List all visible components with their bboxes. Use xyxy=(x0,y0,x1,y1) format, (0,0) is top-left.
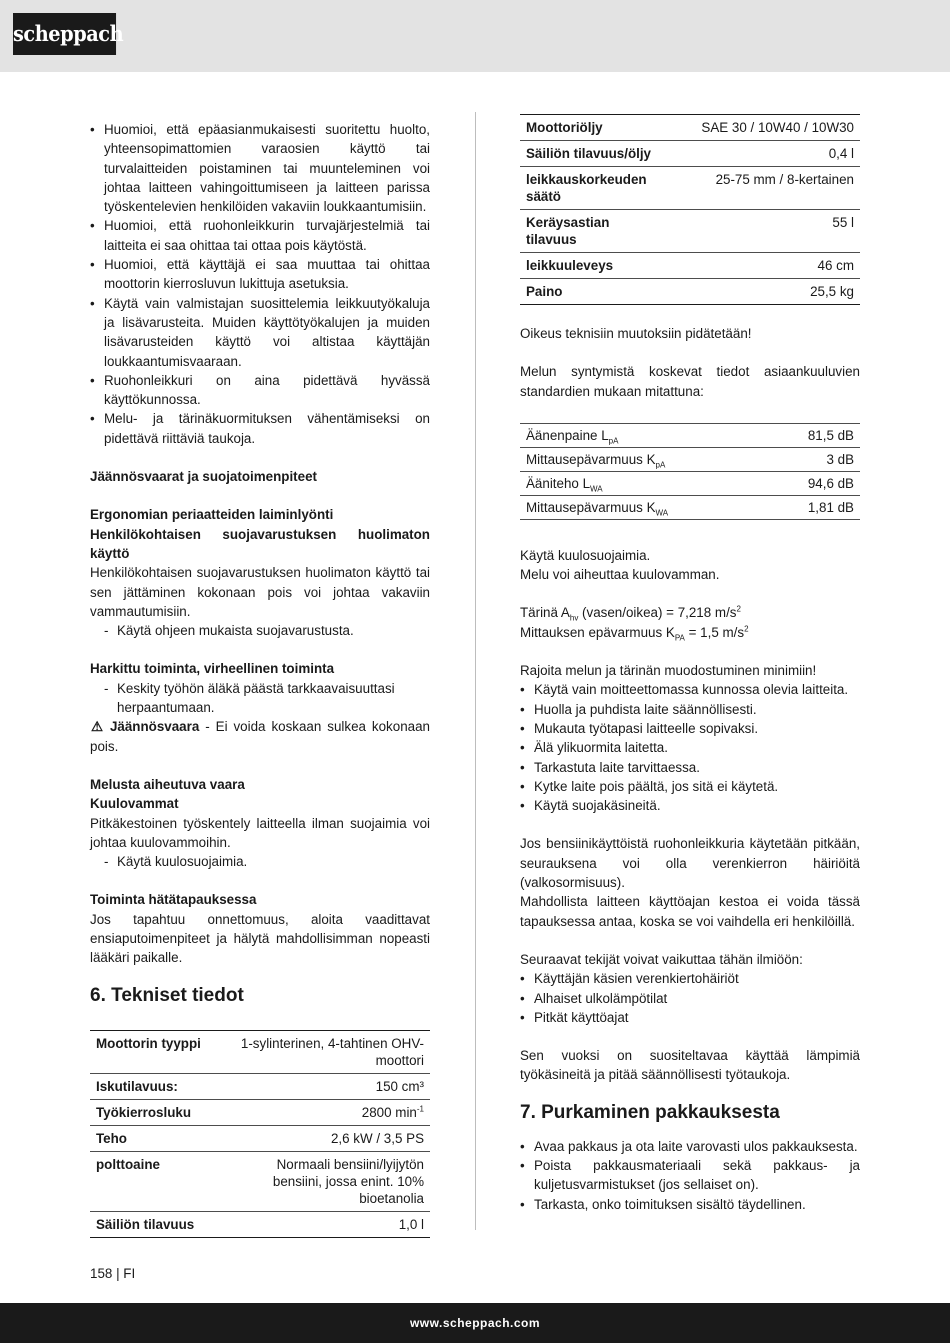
emergency-heading: Toiminta hätätapauksessa xyxy=(90,892,257,908)
list-item: - Käytä ohjeen mukaista suojavarustusta. xyxy=(90,621,430,640)
spec-value: SAE 30 / 10W40 / 10W30 xyxy=(663,115,860,141)
spec-value: 25-75 mm / 8-kertainen xyxy=(663,167,860,210)
factors-bullets xyxy=(520,969,860,1027)
vibration-value xyxy=(520,603,860,622)
table-row xyxy=(520,471,860,495)
right-column xyxy=(520,114,860,1214)
section-6-title: 6. Tekniset tiedot xyxy=(90,984,244,1006)
spec-key: Paino xyxy=(520,279,663,305)
table-row xyxy=(520,253,860,279)
list-item: - Keskity työhön äläkä päästä tarkkaavaisuuttasi herpaantumaan. xyxy=(90,679,430,718)
spec-value xyxy=(226,1099,430,1125)
unpack-bullets xyxy=(520,1137,860,1214)
spec-key: Säiliön tilavuus/öljy xyxy=(520,141,663,167)
vib-sup: 2 xyxy=(744,624,749,634)
list-item: • Tarkasta, onko toimituksen sisältö täydellinen. xyxy=(520,1195,860,1214)
noise-value: 3 dB xyxy=(767,447,860,471)
list-item: • Käytä suojakäsineitä. xyxy=(520,796,860,815)
table-row xyxy=(520,210,860,253)
ppe-text: Henkilökohtaisen suojavarustuksen huolimaton käyttö tai sen jättäminen kokonaan pois voi johtaa vakaviin vammautumisiin. xyxy=(90,565,430,619)
warning-label: Jäännösvaara xyxy=(109,719,200,735)
table-row xyxy=(520,115,860,141)
residual-warning xyxy=(90,717,430,756)
list-item: • Huolla ja puhdista laite säännöllisesti. xyxy=(520,700,860,719)
page-footer xyxy=(0,1303,950,1343)
vib-text: (vasen/oikea) = 7,218 m/s xyxy=(578,605,737,621)
noise-value: 81,5 dB xyxy=(767,423,860,447)
table-row xyxy=(90,1030,430,1073)
list-item: • Käytä vain moitteettomassa kunnossa olevia laitteita. xyxy=(520,680,860,699)
spec-key: Keräysastian tilavuus xyxy=(520,210,663,253)
limit-bullets xyxy=(520,680,860,815)
limit-text: Rajoita melun ja tärinän muodostuminen minimiin! xyxy=(520,663,817,679)
table-row xyxy=(90,1151,430,1211)
vib-sub: hv xyxy=(569,614,579,624)
list-item: • Pitkät käyttöajat xyxy=(520,1008,860,1027)
spec-key: leikkauskorkeuden säätö xyxy=(520,167,663,210)
spec-key: Työkierrosluku xyxy=(90,1099,226,1125)
table-row xyxy=(90,1099,430,1125)
spec-value: 1,0 l xyxy=(226,1211,430,1237)
spec-value-sup: -1 xyxy=(416,1104,424,1114)
noise-dash-list xyxy=(90,852,430,871)
spec-key: polttoaine xyxy=(90,1151,226,1211)
ppe-dash-list xyxy=(90,621,430,640)
noise-label-sub: WA xyxy=(655,508,669,518)
ppe-heading: Henkilökohtaisen suojavarustuksen huolimaton käyttö xyxy=(90,526,430,561)
tech-note: Oikeus teknisiin muutoksiin pidätetään! xyxy=(520,326,752,341)
column-divider xyxy=(475,112,476,1230)
spec-value: 1-sylinterinen, 4-tahtinen OHV-moottori xyxy=(226,1030,430,1073)
list-item: • Älä ylikuormita laitetta. xyxy=(520,738,860,757)
emergency-text: Jos tapahtuu onnettomuus, aloita vaadittavat ensiaputoimenpiteet ja hälytä mahdollisimman nopeasti lääkäri paikalle. xyxy=(90,911,430,966)
list-item: • Mukauta työtapasi laitteelle sopivaksi. xyxy=(520,719,860,738)
page-language: FI xyxy=(123,1266,136,1281)
noise-values-table xyxy=(520,423,860,520)
hearing-damage-text: Melu voi aiheuttaa kuulovamman. xyxy=(520,567,720,583)
table-row xyxy=(520,141,860,167)
spec-key: Teho xyxy=(90,1125,226,1151)
list-item: • Käytä vain valmistajan suosittelemia leikkuutyökaluja ja lisävarusteita. Muiden käyttötyökalujen ja muiden lisävarusteiden käyttö voi altistaa käyttäjän loukkaantumisvaaraan. xyxy=(90,294,430,371)
safety-bullets xyxy=(90,120,430,448)
list-item: • Huomioi, että käyttäjä ei saa muuttaa tai ohittaa moottorin kierrosluvun lukittuja asetuksia. xyxy=(90,255,430,294)
noise-heading: Melusta aiheutuva vaara xyxy=(90,776,245,792)
circulation-text: Jos bensiinikäyttöistä ruohonleikkuria käytetään pitkään, seurauksena voi olla verenkierron häiriöitä (valkosormisuus). xyxy=(520,836,860,891)
vib-text: Tärinä A xyxy=(520,605,570,621)
hearing-damage-heading: Kuulovammat xyxy=(90,796,179,812)
list-item: • Tarkastuta laite tarvittaessa. xyxy=(520,758,860,777)
list-item: • Ruohonleikkuri on aina pidettävä hyvässä käyttökunnossa. xyxy=(90,371,430,410)
vib-text: = 1,5 m/s xyxy=(684,624,745,640)
list-item: • Melu- ja tärinäkuormituksen vähentämiseksi on pidettävä riittäviä taukoja. xyxy=(90,409,430,448)
noise-label xyxy=(520,447,767,471)
spec-key: Moottorin tyyppi xyxy=(90,1030,226,1073)
list-item: • Käyttäjän käsien verenkiertohäiriöt xyxy=(520,969,860,988)
warning-triangle-icon: ⚠ xyxy=(90,719,103,735)
noise-intro: Melun syntymistä koskevat tiedot asiaankuuluvien standardien mukaan mitattuna: xyxy=(520,364,860,399)
page-separator: | xyxy=(116,1266,120,1281)
vib-text: Mittauksen epävarmuus K xyxy=(520,624,675,640)
residual-heading: Jäännösvaarat ja suojatoimenpiteet xyxy=(90,469,317,485)
spec-value: 25,5 kg xyxy=(663,279,860,305)
footer-url[interactable]: www.scheppach.com xyxy=(409,1316,541,1330)
duration-text: Mahdollista laitteen käyttöajan kestoa ei voida tässä tapauksessa antaa, koska se voi vaihdella eri henkilöillä. xyxy=(520,894,860,929)
list-item: • Huomioi, että epäasianmukaisesti suoritettu huolto, yhteensopimattomien varaosien käyttö tai turvalaitteiden poistaminen tai muunteleminen voi johtaa laitteen vahingoittumiseen ja laitteen parissa työskentelevien henkilöiden vakaviin loukkaantumisiin. xyxy=(90,120,430,216)
spec-value-text: 2800 min xyxy=(361,1104,417,1120)
spec-value: 55 l xyxy=(663,210,860,253)
table-row xyxy=(520,423,860,447)
list-item: • Avaa pakkaus ja ota laite varovasti ulos pakkauksesta. xyxy=(520,1137,860,1156)
spec-key: leikkuuleveys xyxy=(520,253,663,279)
noise-label xyxy=(520,423,767,447)
tech-specs-table-continued xyxy=(520,114,860,305)
list-item: • Huomioi, että ruohonleikkurin turvajärjestelmiä tai laitteita ei saa ohittaa tai ottaa pois käytöstä. xyxy=(90,216,430,255)
noise-label-sub: pA xyxy=(608,436,619,446)
spec-value: 2,6 kW / 3,5 PS xyxy=(226,1125,430,1151)
noise-label xyxy=(520,471,767,495)
advice-text: Sen vuoksi on suositeltavaa käyttää lämpimiä työkäsineitä ja pitää säännöllisesti työtaukoja. xyxy=(520,1048,860,1083)
spec-value: Normaali bensiini/lyijytön bensiini, jossa enint. 10% bioetanolia xyxy=(226,1151,430,1211)
tech-specs-table xyxy=(90,1030,430,1238)
noise-label-text: Mittausepävarmuus K xyxy=(526,451,656,467)
noise-label-text: Äänenpaine L xyxy=(526,427,609,443)
left-column xyxy=(90,120,430,1238)
list-item: • Alhaiset ulkolämpötilat xyxy=(520,989,860,1008)
spec-key: Iskutilavuus: xyxy=(90,1073,226,1099)
misuse-dash-list xyxy=(90,679,430,718)
noise-label-sub: pA xyxy=(655,460,666,470)
noise-label-text: Mittausepävarmuus K xyxy=(526,499,656,515)
page-number-value: 158 xyxy=(90,1266,113,1281)
table-row xyxy=(90,1073,430,1099)
misuse-heading: Harkittu toiminta, virheellinen toiminta xyxy=(90,661,335,677)
vib-sup: 2 xyxy=(736,605,741,615)
spec-value: 46 cm xyxy=(663,253,860,279)
noise-value: 94,6 dB xyxy=(767,471,860,495)
noise-label-sub: WA xyxy=(590,484,603,494)
noise-label-text: Ääniteho L xyxy=(526,475,591,491)
vib-sub: PA xyxy=(674,633,685,643)
table-row xyxy=(90,1125,430,1151)
table-row xyxy=(520,447,860,471)
spec-value: 150 cm³ xyxy=(226,1073,430,1099)
hearing-protection-text: Käytä kuulosuojaimia. xyxy=(520,547,651,563)
table-row xyxy=(520,495,860,519)
spec-key: Moottoriöljy xyxy=(520,115,663,141)
table-row xyxy=(520,167,860,210)
page-header xyxy=(0,0,950,72)
noise-value: 1,81 dB xyxy=(767,495,860,519)
spec-value: 0,4 l xyxy=(663,141,860,167)
factors-text: Seuraavat tekijät voivat vaikuttaa tähän ilmiöön: xyxy=(520,951,803,967)
list-item: • Kytke laite pois päältä, jos sitä ei käytetä. xyxy=(520,777,860,796)
list-item: - Käytä kuulosuojaimia. xyxy=(90,852,430,871)
vibration-uncertainty xyxy=(520,623,860,642)
list-item: • Poista pakkausmateriaali sekä pakkaus- ja kuljetusvarmistukset (jos sellaiset on). xyxy=(520,1156,860,1195)
scheppach-logo: scheppach xyxy=(13,13,116,55)
noise-text: Pitkäkestoinen työskentely laitteella ilman suojaimia voi johtaa kuulovammoihin. xyxy=(90,815,430,850)
ergo-heading: Ergonomian periaatteiden laiminlyönti xyxy=(90,507,334,523)
noise-label xyxy=(520,495,767,519)
warning-text: - Ei voida koskaan sulkea kokonaan pois. xyxy=(90,719,430,754)
section-7-title: 7. Purkaminen pakkauksesta xyxy=(520,1101,780,1123)
page-number xyxy=(90,1264,135,1283)
table-row xyxy=(90,1211,430,1237)
spec-key: Säiliön tilavuus xyxy=(90,1211,226,1237)
table-row xyxy=(520,279,860,305)
